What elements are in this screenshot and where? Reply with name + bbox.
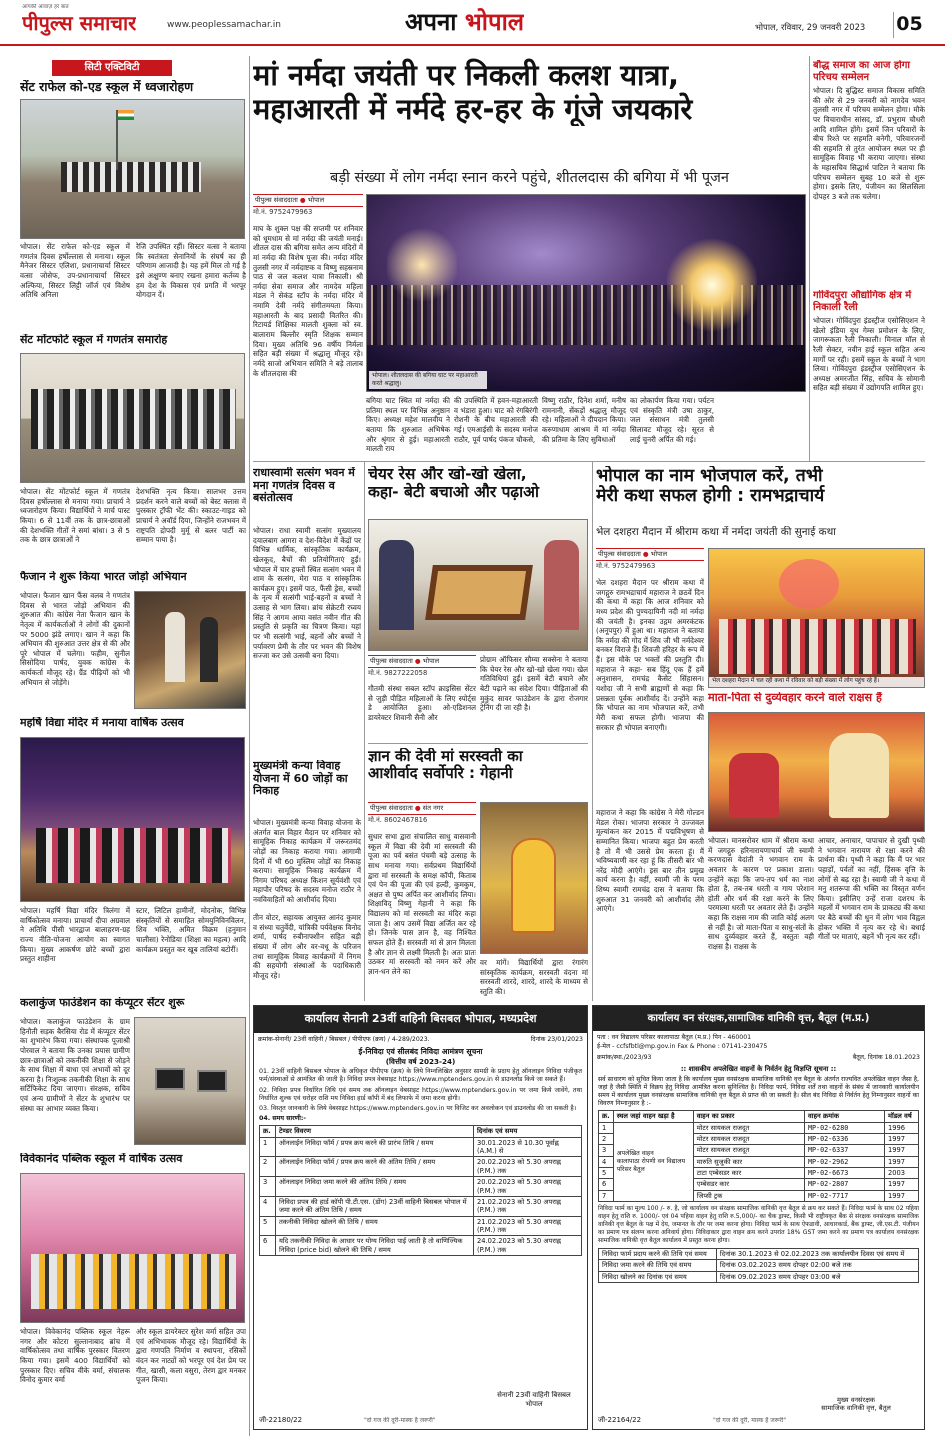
masthead [0,0,945,46]
column-divider [592,461,593,1001]
story-headline: माता-पिता से दुर्व्यवहार करने वाले राक्षस हैं [708,692,882,704]
table-row: 4 मारुति सुजुकी कार MP-02-2962 1997 [599,1156,919,1167]
byline: पीपुल्स संवाददाता ● भोपाल [253,194,363,207]
section-prefix: अपना [405,8,457,36]
lead-body-column-2: बगिया घाट स्थित मां नर्मदा की प्रतिमा स्थल पर विभिन्न अनुष्ठान किए। अध्यक्ष महेश मालवीय ने बताया कि शुरुआत अभिषेक और श्रृंगार से हुई। महाआरती मालती राय [366,396,450,454]
byline-mobile: मो.नं. 9752479963 [596,562,656,570]
column-divider [249,56,250,1436]
tender-financial-year: (वित्तीय वर्ष 2023-24) [385,1056,456,1066]
brand-logo: पीपुल्स समाचार [22,11,137,35]
tender-ref: क्रमांक-सेनानी/ 23वीं वाहिनी / बिसबल / पीपीएफ (क्रय) / 4-289/2023. [258,1035,430,1043]
story-body: भोपाल। फैजान खान फैंस वलब ने गणतंत्र दिवस से भारत जोड़ो अभियान की शुरुआत की। कांग्रेस नेता फैजान खान के नेतृत्व में कार्यकर्ताओं ने लोगों की दुकानों पर 5000 झंडे लगाए। खान ने कहा कि अभियान की शुरुआत उत्तर क्षेत्र से की और पूरे भोपाल में चलेगा। फहीम, सुनील सिसोदिया पार्षद, युवक कांग्रेस के कार्यकर्ता मौजूद रहे। ग्रैंड पीढ़ियों को भी अभियान से जोड़ेंगे। [20,591,130,687]
byline: पीपुल्स संवाददाता ● संत नगर [368,802,476,815]
office-contact: ई-मेल - ccfsfbtl@mp.gov.in Fax & Phone : 07141-230475 [597,1042,768,1050]
tender-clause: 04. समय सारणी:- [259,1115,306,1123]
story-body: तीन वोटर, सहायक आयुक्त आनंद कुमार व संध्या चतुर्वेदी, यांत्रिकी पर्यवेक्षक विनोद शर्मा, पार्षद रुबीनाफ्शीन सहित बड़ी संख्या में लोग और वर-वधू के परिजन तथा सामूहिक विवाह कार्यक्रमों में निगम की सहयोगी संस्थाओं के पदाधिकारी मौजूद रहे। [253,913,361,980]
tender-schedule-table [259,1125,582,1256]
tender-date: दिनांक 23/01/2023 [530,1035,583,1043]
story-body: भोपाल। राधा स्वामी सत्संग मुख्यालय दयालबाग आगरा व देश-विदेश में केंद्रों पर विभिन्न धार्मिक, सांस्कृतिक कार्यक्रम, खेलकूद, बैचों की प्रतियोगिताएं हुईं। भोपाल में चार हफ्तों स्थित सत्संग भवन में शाम के सत्संग, मेरा पाठ व सांस्कृतिक कार्यक्रम हुए। इसमें पाठ, फैंसी ड्रेस, बच्चों के नृत्य में सत्संगी भाई-बहनों व बच्चों ने उत्साह से भाग लिया। ब्रांच सेक्रेटरी रघ्वय सिंह ने आगम आया वसंत नवीन गीत की प्रस्तुति से प्रकृति का चित्रण किया। यहां पर भी सत्संगी भाई, बहनों और बच्चों ने पर्यावरण प्रेमी के तौर पर भवन की विशेष सज्जा कर उसे उत्सवी बना दिया। [253,526,361,661]
byline: पीपुल्स संवाददाता ● भोपाल [596,548,704,561]
story-headline: महर्षि विद्या मंदिर में मनाया वार्षिक उत्सव [20,717,184,729]
tender-title: कार्यालय सेनानी 23वीं वाहिनी बिसबल भोपाल, मध्यप्रदेश [254,1006,587,1033]
story-body: आचार, अनाचार, पापाचार से दुखी पृथ्वी ने भगवान नारायण से रक्षा करने की प्रार्थना की। पृथ्वी ने कहा कि मैं पर भार पहाड़ों, पर्वतों का नहीं, हिंसक वृत्ति के लोगों से बढ़ रहा है। स्वामी जी ने कथा में मनु शतरूपा की भक्ति का विस्तृत वर्णन किया। इसीलिए उन्हें राजा दशरथ के महलों में भगवान राम के प्राकट्य की कथा पर बैठे बच्चों की धुन में लोग भाव विह्वल होकर भक्ति में नृत्य कर रहे थे। बधाई गीतों पर माताएं, बहनें भी नृत्य कर रहीं। [818,836,925,942]
section-divider [368,743,588,744]
lead-body-column-5: का लोकार्पण किया गया। पर्यटन एवं संस्कृति मंत्री उषा ठाकुर, जल संसाधन मंत्री तुलसी सिलावट मौजूद रहे। सूरत से लाई चुनरी अर्पित की गई। [630,396,714,444]
story-subhead: भेल दशहरा मैदान में श्रीराम कथा में नर्मदा जयंती की सुनाई कथा [596,526,836,538]
story-headline: मुख्यमंत्री कन्या विवाह योजना में 60 जोड़ों का निकाह [253,760,348,798]
tender-title: कार्यालय वन संरक्षक,सामाजिक वानिकी वृत्त, बैतूल (म.प्र.) [593,1006,924,1031]
mata-pita-photo [708,712,925,832]
flag-hoisting-photo [20,99,245,239]
byline-city: भोपाल [422,657,440,665]
table-row: 2 ऑनलाईन निविदा फॉर्म / प्रपत्र क्रय करने की अंतिम तिथि / समय 20.02.2023 को 5.30 अपराह्न (P.M.) तक [260,1157,582,1177]
tender-heading: ई-निविदा एवं सीलबंद निविदा आमंत्रण सूचना [358,1046,483,1056]
tender-notice-forest [592,1005,925,1430]
story-headline: कलाकुंज फाउंडेशन का कंप्यूटर सेंटर शुरू [20,997,185,1009]
story-body: भोपाल। कलाकुंज फाउंडेशन के ग्राम हिनौती सड़क बैरसिया रोड में कंप्यूटर सेंटर का शुभारंभ किया गया। संस्थापक पूजाश्री पोरवाल ने बताया कि उनका प्रयास ग्रामीण छात्र-छात्राओं को तकनीकी शिक्षा से जोड़ने के साथ शिक्षा में बाधा एवं अभावों को दूर करना है। निःशुल्क तकनीकी शिक्षा के साथ सर्टिफिकेट दिया जाएगा। संरक्षक, सचिव एवं अन्य ग्रामीणों ने सेंटर के शुभारंभ पर संस्था का आभार व्यक्त किया। [20,1017,130,1113]
bharat-jodo-photo [134,591,246,709]
tender-signature [796,1396,916,1413]
ram-katha-photo [708,548,925,688]
lead-headline-line-1: मां नर्मदा जयंती पर निकली कलश यात्रा, [253,58,680,92]
headline-line-1: चेयर रेस और खो-खो खेला, [368,466,527,483]
lead-body-column-1: माघ के शुक्ल पक्ष की सप्तमी पर शनिवार को धूमधाम से मां नर्मदा की जयंती मनाई। शीतल दास की बगिया समेत अन्य मंदिरों में मां नर्मदा की विशेष पूजा की। नर्मदा मंदिर तुलसी नगर में नर्मदाष्टक व विष्णु सहस्रनाम पाठ से जल कलश यात्रा निकाली। श्री नर्मदा सेवा समाज और नामदेव महिला मंडल ने सेकंड स्टॉप के नर्मदा मंदिर में नमामि देवी नर्मदे संगीतमयता किया। महाआरती के बाद प्रसादी वितरित की। रिटायर्ड शिक्षिका मालती शुक्ला को स्व. बालाराम बिल्लौर स्मृति शिक्षक सम्मान दिया। मुख्य अतिथि 96 वर्षीय निर्मला सहित बड़ी संख्या में श्रद्धालु मौजूद रहे। नर्मदे साजो अभियान समिति ने बड़े तालाब के शीतलदास की [253,224,363,378]
story-body: भेल दशहरा मैदान पर श्रीराम कथा में जगद्गुरु रामभद्राचार्य महाराज ने छठवें दिन की कथा में कहा कि आज शनिवार को मध्य प्रदेश की पुण्यदायिनी नदी मां नर्मदा की जयंती है। इनका उद्गम अमरकंटक (अनूपपुर) में हुआ था। महाराज ने बताया कि नर्मदा की गोद में शिव जी भी नर्मदेश्वर बनकर विराजे हैं। शिवजी हरिहर के रूप में हैं। इस मौके पर भक्तों की प्रस्तुति दी। महाराज ने कहा- सब हिंदू एक हैं हमें अनुशासन, रामचंद्र कैसेट सिंहासन। यशोदा जी ने सभी ब्राह्मणों से कहा कि प्रसन्नता पूर्वक आशीर्वाद दें। उन्होंने कहा कि भोपाल का नाम भोजपाल करें, तभी मेरी कथा सफल होगी। भाजपा की सरकार ही भोपाल बनाएगी। [596,578,704,732]
photo-caption: भोपाल। शीतलदास की बगिया घाट पर महाआरती करते श्रद्धालु। [369,371,487,389]
story-headline: सेंट राफेल को-एड स्कूल में ध्वजारोहण [20,80,194,94]
tender-clause: 02. निविदा प्रपत्र निर्धारित तिथि एवं समय तक ऑनलाइन वेबसाइट https://www.mptenders.gov.in पर जमा किये जावेंगे, तथा निर्धारित शुल्क एवं धरोहर राशि मय निविदा हार्ड कॉपी में बंद लिफाफे में जमा करना होगी। [259,1086,582,1102]
story-body: महाराज ने कहा कि कांग्रेस ने मेरी गोल्डन मेडल रोका। भाजपा सरकार ने उज्जवल मूल्यांकन कर 2015 में पद्मविभूषण से सम्मानित किया। भाजपा बहुत प्रेम करती है तो मैं भी उससे प्रेम करता हूं। मैं भविष्यवाणी कर रहा हूं कि तीसरी बार भी नरेंद्र मोदी आएंगे। इस बार तीन प्रमुख कार्य करना है। वहीं, स्वामी जी के परम शिष्य स्वामी रामचंद्र दास ने बताया कि शुरुआत 31 जनवरी को आशीर्वाद लेंगे आएंगे। [596,808,704,914]
story-headline: राधास्वामी सत्संग भवन में मना गणतंत्र दिवस व बसंतोत्सव [253,467,355,505]
story-body: भोपाल। विवेकानंद पब्लिक स्कूल नेहरू नगर और कोटरा सुल्तानाबाद ब्रांच में वार्षिकोत्सव तथा वार्षिक पुरस्कार वितरण किया गया। इसमें 400 विद्यार्थियों को पुरस्कार दिए। सचिव वीके वर्मा, संचालक विनोद कुमार वर्मा [20,1327,130,1385]
tender-slogan: "दो गज की दूरी, मास्क है जरूरी" [713,1417,787,1425]
story-headline [596,466,926,506]
section-title [405,7,524,39]
story-body: वर मांगें। विद्यार्थियों द्वारा रंगारंग सांस्कृतिक कार्यक्रम, सरस्वती वंदना मां सरस्वती शारदे, शारदे, शारदे के माध्यम से स्तुति की। [480,958,588,996]
lead-subhead: बड़ी संख्या में लोग नर्मदा स्नान करने पहुंचे, शीतलदास की बगिया में भी पूजन [330,170,729,186]
story-body: भोपाल। मुख्यमंत्री कन्या विवाह योजना के अंतर्गत बाल विहार मैदान पर शनिवार को सामूहिक निकाह कार्यक्रम में जरूरतमंद जोड़ों का निकाह कराया गया। आगामी दिनों में भी 60 मुस्लिम जोड़ों का निकाह कराया। सामूहिक निकाह कार्यक्रम में निगम परिषद अध्यक्ष किशन सूर्यवंशी एवं महापौर परिषद के सदस्य मनोज राठौर ने नवविवाहितों को आशीर्वाद दिया। [253,818,361,905]
column-divider [364,461,365,1001]
headline-line-1: ज्ञान की देवी मां सरस्वती का [368,748,523,765]
notice-body: सर्व साधारण को सूचित किया जाता है कि कार्यालय मुख्य वनसंरक्षक सामाजिक वानिकी वृत्त बैतूल के अंतर्गत राज्यवित अपलेखित वाहन जैसा है, जहां है जैसी स्थिति में विक्रय हेतु निविदा आमंत्रित करना सुनिश्चित है। निविदा फार्म, निविदा शर्तें तथा वाहनों के संबंध में जानकारी कार्यालयीन समय में कार्यालय मुख्य वनसंरक्षक सामाजिक वानिकी वृत्त बैतूल से प्राप्त की जा सकती है। सील बंद निविदा से निर्वर्तन हेतु निम्नानुसार वाहनों का विवरण निम्नानुसार है :- [598,1075,919,1108]
story-body: भोपाल। दि बुद्धिस्ट समाज विकास समिति की ओर से 29 जनवरी को नागदेव भवन तुलसी नगर में परिचय सम्मेलन होगा। मौके पर विचाराधीन सांसद, डॉ. प्रभुराम चौधरी आदि शामिल होंगे। इसमें जिन परिवारों के बीच रिश्ते पर सहमति बनेगी, परिवारजनों की सहमति से तुरंत आयोजन स्थल पर ही सामूहिक विवाह भी कराया जाएगा। संस्था के महासचिव सिद्धार्थ पाटिल ने बताया कि परिचय सम्मेलन सुबह 10 बजे से शुरू होगा। इसके लिए, पंजीयन का सिलसिला दोपहर 3 बजे तक चलेगा। [813,86,925,202]
story-body: प्रोग्राम ऑफिसर सौम्या सक्सेना ने बताया कि चेयर रेस और खो-खो खेला गया। खेल गतिविधियां हुईं। इसमें बेटी बचाने और बेटी पढ़ाने का संदेश दिया। पीड़िताओं की मुकुंद सावर फाउंडेशन के द्वारा रोजगार ट्रेनिंग दी जा रही है। [480,655,588,713]
dateline: भोपाल, रविवार, 29 जनवरी 2023 [755,22,866,32]
computer-center-photo [134,1017,246,1145]
story-headline: विवेकानंद पब्लिक स्कूल में वार्षिक उत्सव [20,1153,183,1165]
table-row: 6 यदि तकनीकी निविदा के आधार पर योग्य निविदा पाई जाती है तो वाणिज्यिक निविदा (price bid) खोलने की तिथि / समय 24.02.2023 को 5.30 अपराह्न (P.M.) तक [260,1236,582,1256]
signature-line-1: मुख्य वनसंरक्षक [837,1395,875,1404]
table-row: 6 एम्बेसडर कार MP-02-2807 1997 [599,1179,919,1190]
story-body: भोपाल। गोविंदपुरा इंडस्ट्रीज एसोसिएशन ने खेलो इंडिया यूथ गेम्स प्रमोशन के लिए, जागरूकता रैली निकाली। मिनाल मॉल से रैली सेक्टर, नवीन हाई स्कूल सहित अन्य मार्गों पर रही। इसमें स्कूल के बच्चों ने भाग लिया। गोविंदपुरा इंडस्ट्रीज एसोसिएशन के अध्यक्ष अमरजीत सिंह, सचिव के सोमानी सहित बड़ी संख्या में उद्योगपति शामिल हुए। [813,316,925,393]
tender-terms: निविदा फार्म का मूल्य 100 /- रु. है, जो कार्यालय वन संरक्षक सामाजिक वानिकी वृत्त बैतूल से क्रय कर सकते हैं। निविदा फार्म के साथ 02 पहिया वाहन हेतु राशि रु. 1000/- एवं 04 पहिया वाहन हेतु राशि रु.5,000/- का चैक ड्राफ्ट, किसी भी राष्ट्रीयकृत बैंक से संरक्षक वनसंरक्षक सामाजिक वानिकी वृत्त बैतूल के पक्ष में देय, जमानत के तौर पर जमा करना होगा। निविदा फार्म के साथ ऐफडावी, आधारकार्ड, बैंक ड्राफ्ट, जी.एस.टी. पंजीयन का प्रमाण पत्र संलग्न करना अनिवार्य होगा। निविदाकार द्वारा वाहन क्रय करने उपरांत 18% GST जमा करने का प्रमाण पत्र कार्यालय वनसंरक्षक सामाजिक वानिकी वृत्त बैतूल कार्यालय में प्रस्तुत करना होगा। [598,1205,919,1244]
office-address: पता : वन विद्यालय परिसर कालापाठा बैतूल (म.प्र.) पिन - 460001 [597,1034,752,1042]
story-body: भोपाल। मानसरोवर धाम में श्रीराम कथा में जगद्गुरु हरिनारायणाचार्य जी स्वामी करणदास वेदांती ने भगवान राम के अवतार के कारण पर प्रकाश डाला। उन्होंने कहा कि जप-तप धर्म का नाश होता है, तब-तब धरती व गाय परेशान होती और धर्म की रक्षा करने के लिए परमात्मा धरती पर अवतार लेते हैं। उन्होंने कहा कि राक्षस नाम की जाति कोई अलग से नहीं है। जो माता-पिता व साधु-संतों के साथ दुर्व्यवहार करते हैं, वस्तुतः वही राक्षस है। राक्षस के [708,836,814,952]
tender-clause: 03. विस्तृत जानकारी के लिये वेबसाइट https://www.mptenders.gov.in पर विजिट कर अवलोकन एवं डाउनलोड की जा सकती है। [259,1104,577,1112]
story-body: गौतमी संस्था सबल स्टॉप क्राइसिस सेंटर से जुड़ी पीड़ित महिलाओं के लिए स्पोर्ट्स डे आयोजित हुआ। ओ-एडिशनल डायरेक्टर शिवानी सैनी और [368,684,476,722]
table-row: 5 टाटा एम्बेसडर कार MP-02-6673 2003 [599,1168,919,1179]
tender-schedule-table [598,1248,919,1283]
carrom-photo [368,519,588,651]
location-label: अपलेखित वाहन [616,1150,654,1158]
lead-headline [253,58,806,126]
story-headline [368,466,588,502]
headline-line-2: आशीर्वाद सर्वोपरि : गेहानी [368,764,513,783]
lead-headline-line-2: महाआरती में नर्मदे हर-हर के गूंजे जयकारे [253,92,693,127]
table-row: 4 निविदा प्रपत्र की हार्ड कॉपी पी.टी.एस. (डोंग) 23वीं वाहिनी बिसबल भोपाल में जमा करने की अंतिम तिथि / समय 21.02.2023 को 5.30 अपराह्न (P.M.) तक [260,1196,582,1216]
story-headline: सेंट मोंटफोर्ट स्कूल में गणतंत्र समारोह [20,334,168,346]
lead-body-column-4: विष्णु राठौर, दिनेश शर्मा, मनीष रामनानी, सेंकड़ों श्रद्धालु मौजूद रहे। महिलाओं ने दीपदान किया। करुणाधाम आश्रम में मां नर्मदा की प्रतिमा के लिए सुविधाओं [542,396,626,444]
lead-body-column-3: की उपस्थिति में हवन-महाआरती व भंडारा हुआ। घाट को रंगबिरंगी रोशनी के बीच महाआरती की गई। एमआईसी के सदस्य मनोज राठौर, पूर्व पार्षद पंकज चौकसे, [454,396,538,444]
tender-job-number: जी-22180/22 [259,1415,303,1424]
table-row: 1 ऑनलाईन निविदा फॉर्म / प्रपत्र क्रय करने की प्रारंभ तिथि / समय 30.01.2023 से 10.30 पूर्वाह्न (A.M.) से [260,1137,582,1157]
tender-date: बैतूल, दिनांक 18.01.2023 [852,1053,920,1061]
table-row: 7 जिप्सी ट्रक MP-02-7717 1997 [599,1190,919,1201]
section-city: भोपाल [464,8,525,36]
headline-line-1: भोपाल का नाम भोजपाल करें, तभी [596,466,823,486]
byline-city: भोपाल [650,550,668,558]
byline-name: पीपुल्स संवाददाता [370,657,413,665]
location: कालापाठा रोपणी वन विद्यालय परिसर बैतूल [616,1157,686,1173]
table-row: 1 अपलेखित वाहन कालापाठा रोपणी वन विद्यालय परिसर बैतूल मोटर सायकल राजदूत MP-02-6280 1996 [599,1122,919,1133]
story-body: और स्कूल डायरेक्टर सुरेश वर्मा सहित उपा एवं अभिभावक मौजूद रहे। विद्यार्थियों के द्वारा गणपति निर्माण व स्थापना, रसिकों वंदन कर नाट्यों को भरपूर एवं देश प्रेम पर गीत, खासी, कला वसुरा, तेरण द्वार मनकर पूजन किया। [136,1327,246,1385]
tender-slogan: "दो गज की दूरी-मास्क है जरूरी" [364,1417,436,1425]
story-body: सुधार सभा द्वारा संचालित साधु वासवानी स्कूल में विद्या की देवी मां सरस्वती की पूजा का पर्व बसंत पंचमी बड़े उत्साह के साथ मनाया गया। सर्वप्रथम विद्यार्थियों द्वारा मां सरस्वती के समक्ष कॉपी, किताब एवं पेन की पूजा की एवं हल्दी, कुमकुम, अक्षत से पुष्प अर्पित कर आशीर्वाद लिया। शिक्षाविद् विष्णु गेहानी ने कहा कि विद्यालय को मां सरस्वती का मंदिर कहा जाता है। आप उसमें विद्या अर्जित कर रहे हो। जिनके पास ज्ञान है, वह निश्चित सफल होते हैं। सरस्वती मां से ज्ञान मिलता है और ज्ञान से लक्ष्मी मिलती है। अतः प्रातः उठकर मां सरस्वती को नमन करें और ज्ञान-धन लेने का [368,832,476,976]
brand-tagline: आपकी आवाज़ हर बात [22,4,69,10]
table-row: 2 मोटर सायकल राजदूत MP-02-6336 1997 [599,1133,919,1144]
maha-aarti-photo [366,194,806,392]
vivekanand-school-photo [20,1173,245,1323]
byline-name: पीपुल्स संवाददाता [370,804,413,812]
montfort-ceremony-photo [20,353,245,483]
byline-mobile: मो.नं. 9827222058 [368,669,428,677]
story-body: भोपाल। महर्षि विद्या मंदिर त्रिलंगा में वार्षिकोत्सव मनाया। प्राचार्या दीपा अग्रवाल ने अतिथि पीसी भारद्वाज बालाहरण-ग्रह राज्य नीति-योजना आयोग का स्वागत किया। मुख्य आकर्षण छोटे बच्चों द्वारा प्रस्तुत शाहीना [20,906,130,964]
tender-job-number: जी-22164/22 [598,1415,642,1424]
tender-ref: क्रमांक/स्था./2023/93 [597,1053,652,1061]
headline-line-2: मेरी कथा सफल होगी : रामभद्राचार्य [596,486,825,507]
story-body: स्टार, लिटिल हामीनों, मोदनोक, विभिन्न संस्कृतियों से समाहित सोमयुनिविनविलन, शिव भक्ति, अमित विक्रम (हनुमान चालीसा) रेनोडिया (शिक्षा का महत्व) आदि कार्यक्रम प्रस्तुत कर खूब तालियां बटोरीं। [136,906,246,954]
story-headline: फैजान ने शुरू किया भारत जोड़ो अभियान [20,571,187,583]
tender-clause: 01. 23वीं वाहिनी बिसबल भोपाल के अधिकृत पीपीएफ (क्रय) के लिये निम्नलिखित अनुसार सामग्री के प्रदाय हेतु ऑनलाइन निविदा पंजीकृत फर्म/संस्थाओं से आमंत्रित की जाती है। निविदा प्रपत्र वेबसाइट https://www.mptenders.gov.in से डाउनलोड किये जा सकते हैं। [259,1068,582,1084]
notice-heading: :: शासकीय अपलेखित वाहनों के निर्वर्तन हेतु विज्ञप्ति सूचना :: [680,1065,837,1074]
table-row: 5 तकनीकी निविदा खोलने की तिथि / समय 21.02.2023 को 5.30 अपराह्न (P.M.) तक [260,1216,582,1236]
story-headline: बौद्ध समाज का आज होगा परिचय सम्मेलन [813,60,910,83]
table-row: 3 ऑनलाइन निविदा जमा करने की अंतिम तिथि / समय 20.02.2023 को 5.30 अपराह्न (P.M.) तक [260,1177,582,1197]
table-row: क्र. टेण्डर विवरण दिनांक एवं समय [260,1126,582,1137]
page-number: 05 [893,12,925,38]
photo-caption: भेल दशहरा मैदान में चल रही कथा में रविवार को बड़ी संख्या में लोग पहुंच रहे हैं। [709,677,925,687]
column-divider [809,56,810,461]
table-row: निविदा फार्म प्रदाय करने की तिथि एवं समय दिनांक 30.1.2023 से 02.02.2023 तक कार्यालयीन दिवस एवं समय में [599,1248,919,1259]
story-body: रेजि उपस्थित रहीं। सिस्टर वत्सा ने बताया कि स्वतंत्रता सेनानियों के संघर्ष का ही परिणाम आजादी है। यह हमें मिल तो गई है इसे अक्षुण्ण बनाए रखना हमारा कर्तव्य है हम देश के विकास एवं प्रगति में भरपूर योगदान दें। [136,242,246,300]
story-body: देशभक्ति नृत्य किया। सालभर उत्तम प्रदर्शन करने वाले बच्चों को बेस्ट क्लास में पुरस्कार ट्रॉफी भेंट की। स्काउट-गाइड को प्राचार्य ने अवॉर्ड दिया, जिन्होंने राजभवन में राष्ट्रपति द्रोपदी मुर्मू से बलर पार्टी का सम्मान पाया है। [136,487,246,545]
table-row: 3 मोटर सायकल राजदूत MP-02-6337 1997 [599,1145,919,1156]
story-headline: गोविंदपुरा औद्योगिक क्षेत्र में निकाली रैली [813,290,912,313]
table-row: निविदा खोलने का दिनांक एवं समय दिनांक 09.02.2023 समय दोपहर 03:00 बजे [599,1271,919,1282]
byline-city: भोपाल [307,196,325,204]
city-activity-tag: सिटी एक्टिविटी [52,60,172,76]
byline-name: पीपुल्स संवाददाता [598,550,641,558]
byline-mobile: मो.नं. 9752479963 [253,208,313,216]
story-body: भोपाल। सेंट राफेल को-एड स्कूल में गणतंत्र दिवस हर्षोल्लास से मनाया। स्कूल मैनेजर सिस्टर एलिशा, प्रधानाचार्या सिस्टर वत्सा जोसेफ, उप-प्रधानाचार्या सिस्टर अल्फिया, सिस्टर लिट्टी जॉर्ज एवं विशेष अतिथि अनिला [20,242,130,300]
headline-line-2: कहा- बेटी बचाओ और पढ़ाओ [368,482,540,501]
saraswati-dance-photo [480,802,588,954]
byline-city: संत नगर [422,804,444,812]
tender-notice-battalion [253,1005,588,1430]
byline-name: पीपुल्स संवाददाता [255,196,298,204]
table-row: निविदा जमा करने की तिथि एवं समय दिनांक 03.02.2023 समय दोपहर 02:00 बजे तक [599,1260,919,1271]
byline: पीपुल्स संवाददाता ● भोपाल [368,655,476,668]
vehicle-table [598,1110,919,1202]
website-link[interactable]: www.peoplessamachar.in [167,20,281,30]
tender-signature: सेनानी 23वीं वाहिनी बिसबल भोपाल [497,1390,571,1408]
annual-function-photo [20,737,245,902]
story-body: भोपाल। सेंट मोंटफोर्ट स्कूल में गणतंत्र दिवस हर्षोल्लास से मनाया गया। प्राचार्य ने ध्वजारोहण किया। विद्यार्थियों ने मार्च पास्ट किया। 6 से 11वीं तक के छात्र-छात्राओं की देशभक्ति गीतों ने समां बांधा। 3 से 5 तक के छात्र छात्राओं ने [20,487,130,545]
story-headline [368,748,588,783]
section-divider [253,461,925,462]
signature-line-2: सामाजिक वानिकी वृत्त, बैतूल [821,1404,891,1413]
byline-mobile: मो.नं. 8602467816 [368,816,428,824]
table-row: क्र. स्थल जहां वाहन खड़ा है वाहन का प्रकार वाहन क्रमांक मॉडल वर्ष [599,1111,919,1122]
